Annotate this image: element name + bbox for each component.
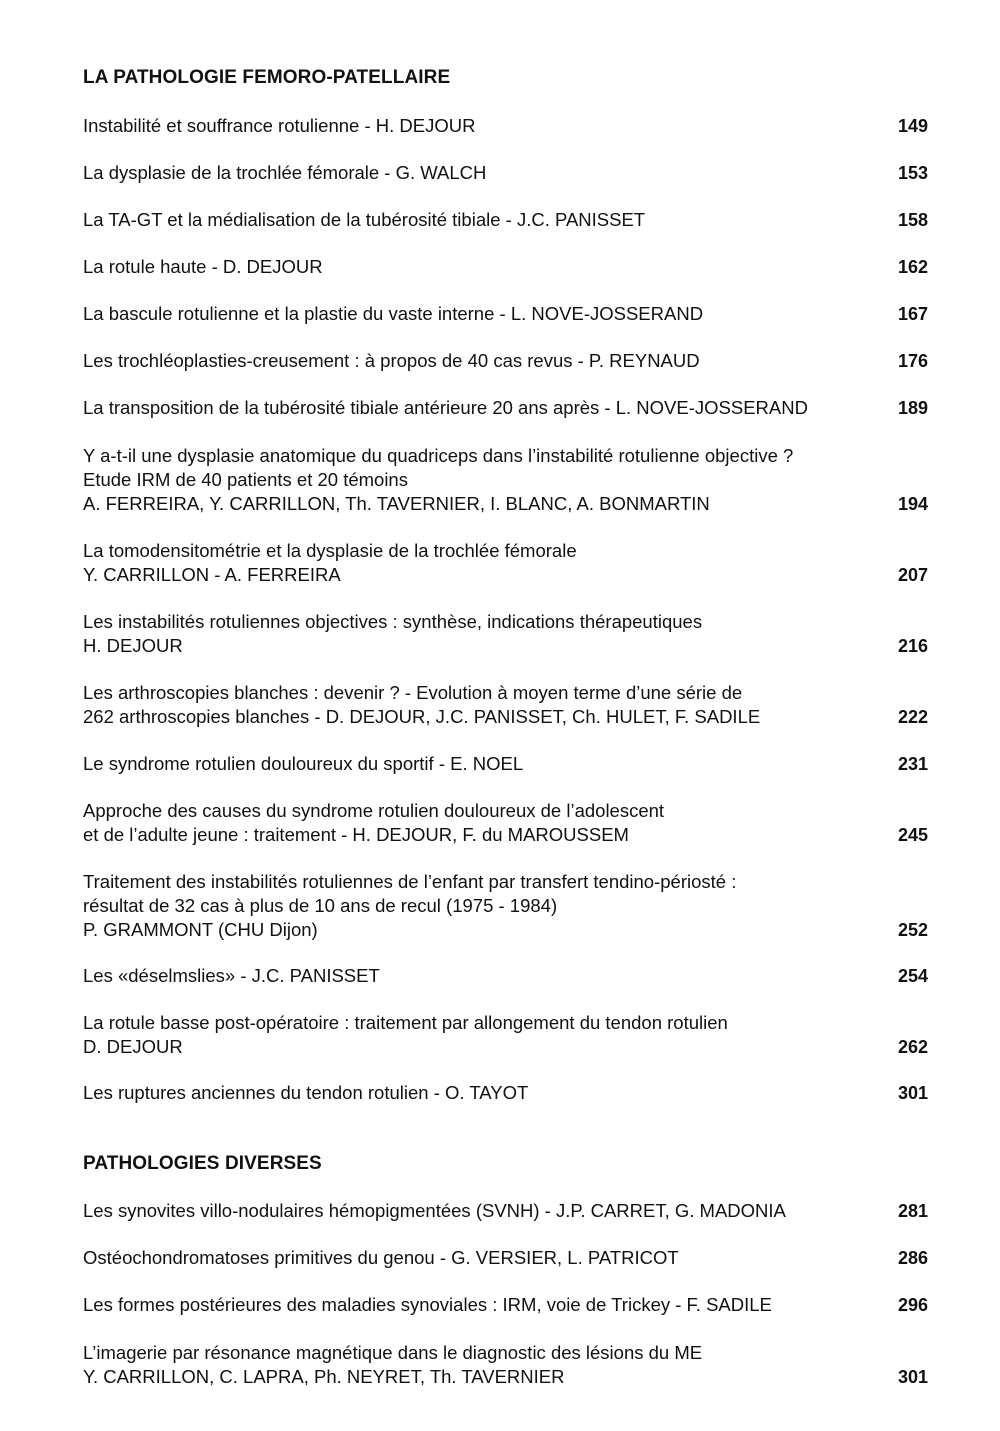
entry-line: La bascule rotulienne et la plastie du vaste interne - L. NOVE-JOSSERAND <box>83 303 704 324</box>
toc-entry <box>83 208 928 232</box>
page-number: 254 <box>897 966 928 986</box>
entry-text <box>83 396 873 420</box>
toc-entry <box>83 1246 928 1270</box>
entry-line: résultat de 32 cas à plus de 10 ans de recul (1975 - 1984) <box>83 895 558 916</box>
entry-line: Y. CARRILLON, C. LAPRA, Ph. NEYRET, Th. TAVERNIER <box>83 1366 565 1387</box>
toc-entry <box>83 349 928 373</box>
entry-line: Ostéochondromatoses primitives du genou - G. VERSIER, L. PATRICOT <box>83 1247 679 1268</box>
page-number: 301 <box>897 1367 928 1387</box>
toc-entry <box>83 1011 928 1059</box>
toc-entry <box>83 870 928 942</box>
toc-entry <box>83 114 928 138</box>
page-number: 286 <box>897 1248 928 1268</box>
entry-text <box>83 255 873 279</box>
entry-text <box>83 752 873 776</box>
entry-text <box>83 1011 873 1059</box>
page-number: 281 <box>897 1201 928 1221</box>
toc-entry <box>83 964 928 988</box>
entry-text <box>83 1199 873 1223</box>
entry-text <box>83 1293 873 1317</box>
entry-line: La transposition de la tubérosité tibiale antérieure 20 ans après - L. NOVE-JOSSERAND <box>83 397 808 418</box>
entry-line: Traitement des instabilités rotuliennes de l’enfant par transfert tendino-périosté : <box>83 871 737 892</box>
entry-line: Le syndrome rotulien douloureux du sportif - E. NOEL <box>83 753 524 774</box>
entry-line: Y a-t-il une dysplasie anatomique du quadriceps dans l’instabilité rotulienne objective ? <box>83 445 794 466</box>
entry-line: Instabilité et souffrance rotulienne - H. DEJOUR <box>83 115 476 136</box>
entry-line: Approche des causes du syndrome rotulien douloureux de l’adolescent <box>83 800 665 821</box>
toc-entry <box>83 752 928 776</box>
page-number: 231 <box>897 754 928 774</box>
entry-line: Les ruptures anciennes du tendon rotulien - O. TAYOT <box>83 1082 529 1103</box>
entry-text <box>83 1246 873 1270</box>
entry-text <box>83 114 873 138</box>
toc-entry <box>83 161 928 185</box>
toc-entry <box>83 302 928 326</box>
entry-line: 262 arthroscopies blanches - D. DEJOUR, J.C. PANISSET, Ch. HULET, F. SADILE <box>83 706 761 727</box>
entry-line: La rotule haute - D. DEJOUR <box>83 256 323 277</box>
entry-line: et de l’adulte jeune : traitement - H. DEJOUR, F. du MAROUSSEM <box>83 824 629 845</box>
entry-line: La tomodensitométrie et la dysplasie de la trochlée fémorale <box>83 540 577 561</box>
toc-entry <box>83 610 928 658</box>
entry-line: L’imagerie par résonance magnétique dans le diagnostic des lésions du ME <box>83 1342 703 1363</box>
toc-entry <box>83 396 928 420</box>
toc-entry <box>83 1341 928 1389</box>
page-number: 207 <box>897 565 928 585</box>
entry-text <box>83 302 873 326</box>
entry-text <box>83 799 873 847</box>
page-number: 301 <box>897 1083 928 1103</box>
entry-text <box>83 539 873 587</box>
toc-entry <box>83 539 928 587</box>
entry-text <box>83 870 873 942</box>
entry-text <box>83 1081 873 1105</box>
toc-entry <box>83 1199 928 1223</box>
entry-text <box>83 681 873 729</box>
entry-line: La dysplasie de la trochlée fémorale - G. WALCH <box>83 162 487 183</box>
page-number: 216 <box>897 636 928 656</box>
entry-line: A. FERREIRA, Y. CARRILLON, Th. TAVERNIER, I. BLANC, A. BONMARTIN <box>83 493 710 514</box>
entry-text <box>83 161 873 185</box>
page-number: 153 <box>897 163 928 183</box>
toc-entry <box>83 255 928 279</box>
entry-line: Etude IRM de 40 patients et 20 témoins <box>83 469 408 490</box>
page-number: 158 <box>897 210 928 230</box>
toc-entry <box>83 1293 928 1317</box>
page-number: 262 <box>897 1037 928 1057</box>
entry-text <box>83 444 873 516</box>
entry-line: La TA-GT et la médialisation de la tubérosité tibiale - J.C. PANISSET <box>83 209 646 230</box>
toc-entry <box>83 444 928 516</box>
entry-line: D. DEJOUR <box>83 1036 183 1057</box>
page-number: 194 <box>897 494 928 514</box>
entry-line: Les instabilités rotuliennes objectives : synthèse, indications thérapeutiques <box>83 611 703 632</box>
page-number: 167 <box>897 304 928 324</box>
entry-line: Les formes postérieures des maladies synoviales : IRM, voie de Trickey - F. SADILE <box>83 1294 772 1315</box>
entry-line: Les synovites villo-nodulaires hémopigmentées (SVNH) - J.P. CARRET, G. MADONIA <box>83 1200 786 1221</box>
entry-line: H. DEJOUR <box>83 635 183 656</box>
entry-text <box>83 610 873 658</box>
entry-line: Y. CARRILLON - A. FERREIRA <box>83 564 341 585</box>
page-number: 176 <box>897 351 928 371</box>
entry-text <box>83 349 873 373</box>
page-number: 296 <box>897 1295 928 1315</box>
entry-line: Les arthroscopies blanches : devenir ? - Evolution à moyen terme d’une série de <box>83 682 743 703</box>
entry-line: P. GRAMMONT (CHU Dijon) <box>83 919 318 940</box>
page-number: 245 <box>897 825 928 845</box>
page-number: 222 <box>897 707 928 727</box>
toc-entry <box>83 799 928 847</box>
section-title: PATHOLOGIES DIVERSES <box>83 1153 322 1174</box>
page-number: 189 <box>897 398 928 418</box>
entry-text <box>83 964 873 988</box>
entry-text <box>83 1341 873 1389</box>
page-number: 252 <box>897 920 928 940</box>
entry-text <box>83 208 873 232</box>
section-title: LA PATHOLOGIE FEMORO-PATELLAIRE <box>83 67 451 88</box>
entry-line: Les trochléoplasties-creusement : à propos de 40 cas revus - P. REYNAUD <box>83 350 700 371</box>
entry-line: La rotule basse post-opératoire : traitement par allongement du tendon rotulien <box>83 1012 728 1033</box>
page-number: 162 <box>897 257 928 277</box>
entry-line: Les «déselmslies» - J.C. PANISSET <box>83 965 380 986</box>
toc-entry <box>83 681 928 729</box>
toc-entry <box>83 1081 928 1105</box>
page-number: 149 <box>897 116 928 136</box>
